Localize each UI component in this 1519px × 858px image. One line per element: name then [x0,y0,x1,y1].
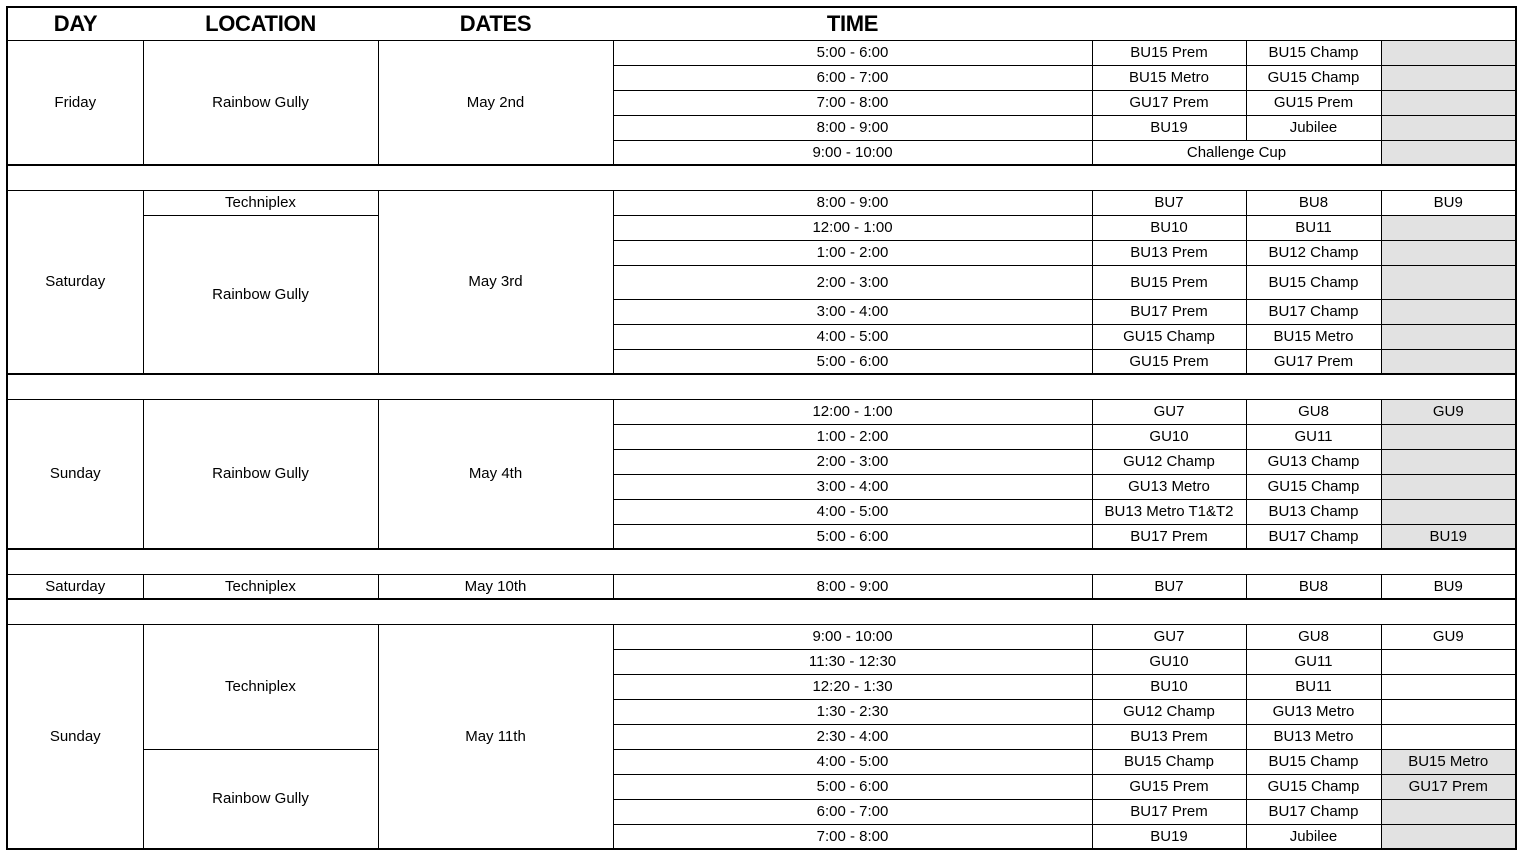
session-row [7,624,1516,649]
group-cell-2: BU17 Champ [1246,799,1381,824]
time-cell: 4:00 - 5:00 [613,749,1092,774]
time-cell: 5:00 - 6:00 [613,40,1092,65]
group-cell-1: BU10 [1092,215,1246,240]
group-cell-3 [1381,40,1516,65]
group-cell-2: BU17 Champ [1246,299,1381,324]
group-cell-2: BU17 Champ [1246,524,1381,549]
group-cell-1: BU15 Metro [1092,65,1246,90]
time-cell: 6:00 - 7:00 [613,799,1092,824]
group-cell-2: BU15 Champ [1246,40,1381,65]
header-time: TIME [613,7,1092,40]
header-blank-2 [1246,7,1381,40]
time-cell: 2:00 - 3:00 [613,449,1092,474]
group-cell-1: BU19 [1092,824,1246,849]
session-row [7,574,1516,599]
group-cell-2: GU8 [1246,399,1381,424]
session-row [7,40,1516,65]
group-cell-3: BU9 [1381,190,1516,215]
time-cell: 12:00 - 1:00 [613,399,1092,424]
group-cell-3 [1381,474,1516,499]
group-cell-3 [1381,449,1516,474]
group-cell-1: GU12 Champ [1092,449,1246,474]
location-cell: Techniplex [143,190,378,215]
schedule-sheet [6,6,1517,850]
group-cell-2: GU13 Champ [1246,449,1381,474]
group-cell-1: GU17 Prem [1092,90,1246,115]
date-cell: May 4th [378,399,613,549]
time-cell: 7:00 - 8:00 [613,824,1092,849]
group-cell-1: GU15 Prem [1092,774,1246,799]
group-cell-2: GU15 Champ [1246,774,1381,799]
group-cell-3 [1381,140,1516,165]
group-cell-2: BU13 Metro [1246,724,1381,749]
date-cell: May 2nd [378,40,613,165]
group-cell-2: BU15 Metro [1246,324,1381,349]
group-cell-3: BU9 [1381,574,1516,599]
group-cell-3 [1381,349,1516,374]
group-cell-3 [1381,674,1516,699]
group-cell-2: GU15 Prem [1246,90,1381,115]
time-cell: 2:30 - 4:00 [613,724,1092,749]
group-cell-3 [1381,824,1516,849]
time-cell: 1:00 - 2:00 [613,424,1092,449]
spacer-cell [7,599,1516,624]
session-row [7,215,1516,240]
group-cell-3 [1381,324,1516,349]
session-row [7,399,1516,424]
group-cell-3: GU9 [1381,399,1516,424]
day-cell: Friday [7,40,143,165]
header-dates: DATES [378,7,613,40]
group-cell-1: BU13 Prem [1092,724,1246,749]
group-cell-1: BU15 Prem [1092,265,1246,299]
group-cell-3 [1381,215,1516,240]
group-cell-2: BU15 Champ [1246,265,1381,299]
time-cell: 4:00 - 5:00 [613,499,1092,524]
day-cell: Sunday [7,399,143,549]
spacer-row [7,374,1516,399]
location-cell: Rainbow Gully [143,215,378,374]
group-cell-3 [1381,699,1516,724]
location-cell: Techniplex [143,574,378,599]
group-cell-2: GU11 [1246,424,1381,449]
schedule-body [7,7,1516,849]
group-cell-1: BU15 Prem [1092,40,1246,65]
date-cell: May 11th [378,624,613,849]
day-cell: Saturday [7,574,143,599]
date-cell: May 3rd [378,190,613,374]
location-cell: Rainbow Gully [143,749,378,849]
group-cell-1: BU13 Prem [1092,240,1246,265]
group-cell-1: BU10 [1092,674,1246,699]
group-cell-3 [1381,90,1516,115]
group-cell-3 [1381,499,1516,524]
time-cell: 5:00 - 6:00 [613,349,1092,374]
time-cell: 9:00 - 10:00 [613,624,1092,649]
time-cell: 12:20 - 1:30 [613,674,1092,699]
spacer-cell [7,165,1516,190]
time-cell: 5:00 - 6:00 [613,524,1092,549]
spacer-row [7,549,1516,574]
group-cell-3 [1381,265,1516,299]
group-cell-2: BU15 Champ [1246,749,1381,774]
time-cell: 12:00 - 1:00 [613,215,1092,240]
location-cell: Rainbow Gully [143,399,378,549]
group-cell-1: BU19 [1092,115,1246,140]
group-merged-cell: Challenge Cup [1092,140,1381,165]
group-cell-3 [1381,65,1516,90]
day-cell: Saturday [7,190,143,374]
spacer-row [7,599,1516,624]
time-cell: 4:00 - 5:00 [613,324,1092,349]
time-cell: 11:30 - 12:30 [613,649,1092,674]
group-cell-3 [1381,115,1516,140]
group-cell-2: BU13 Champ [1246,499,1381,524]
header-location: LOCATION [143,7,378,40]
time-cell: 8:00 - 9:00 [613,190,1092,215]
group-cell-2: BU12 Champ [1246,240,1381,265]
session-row [7,749,1516,774]
group-cell-1: BU7 [1092,190,1246,215]
group-cell-1: BU17 Prem [1092,799,1246,824]
group-cell-2: GU15 Champ [1246,65,1381,90]
group-cell-1: GU7 [1092,399,1246,424]
group-cell-1: GU13 Metro [1092,474,1246,499]
session-row [7,190,1516,215]
group-cell-2: BU8 [1246,190,1381,215]
group-cell-2: BU8 [1246,574,1381,599]
group-cell-1: GU10 [1092,424,1246,449]
group-cell-3 [1381,799,1516,824]
group-cell-1: GU10 [1092,649,1246,674]
group-cell-1: GU15 Prem [1092,349,1246,374]
group-cell-2: BU11 [1246,215,1381,240]
location-cell: Techniplex [143,624,378,749]
group-cell-3 [1381,424,1516,449]
group-cell-1: BU17 Prem [1092,524,1246,549]
spacer-cell [7,549,1516,574]
group-cell-1: BU7 [1092,574,1246,599]
group-cell-2: Jubilee [1246,824,1381,849]
time-cell: 2:00 - 3:00 [613,265,1092,299]
day-cell: Sunday [7,624,143,849]
schedule-table [6,6,1517,850]
group-cell-3: GU17 Prem [1381,774,1516,799]
time-cell: 7:00 - 8:00 [613,90,1092,115]
group-cell-3 [1381,299,1516,324]
group-cell-2: GU13 Metro [1246,699,1381,724]
time-cell: 8:00 - 9:00 [613,115,1092,140]
group-cell-2: Jubilee [1246,115,1381,140]
group-cell-1: GU7 [1092,624,1246,649]
group-cell-2: GU15 Champ [1246,474,1381,499]
time-cell: 1:00 - 2:00 [613,240,1092,265]
time-cell: 3:00 - 4:00 [613,474,1092,499]
time-cell: 9:00 - 10:00 [613,140,1092,165]
group-cell-3: BU15 Metro [1381,749,1516,774]
group-cell-2: BU11 [1246,674,1381,699]
group-cell-1: GU12 Champ [1092,699,1246,724]
group-cell-3: GU9 [1381,624,1516,649]
header-row [7,7,1516,40]
header-blank-3 [1381,7,1516,40]
header-day: DAY [7,7,143,40]
header-blank-1 [1092,7,1246,40]
time-cell: 6:00 - 7:00 [613,65,1092,90]
group-cell-1: BU13 Metro T1&T2 [1092,499,1246,524]
date-cell: May 10th [378,574,613,599]
group-cell-1: GU15 Champ [1092,324,1246,349]
group-cell-1: BU15 Champ [1092,749,1246,774]
group-cell-3 [1381,240,1516,265]
group-cell-1: BU17 Prem [1092,299,1246,324]
spacer-cell [7,374,1516,399]
time-cell: 3:00 - 4:00 [613,299,1092,324]
group-cell-3 [1381,724,1516,749]
group-cell-2: GU8 [1246,624,1381,649]
group-cell-2: GU17 Prem [1246,349,1381,374]
time-cell: 1:30 - 2:30 [613,699,1092,724]
time-cell: 8:00 - 9:00 [613,574,1092,599]
group-cell-2: GU11 [1246,649,1381,674]
group-cell-3: BU19 [1381,524,1516,549]
spacer-row [7,165,1516,190]
time-cell: 5:00 - 6:00 [613,774,1092,799]
group-cell-3 [1381,649,1516,674]
location-cell: Rainbow Gully [143,40,378,165]
